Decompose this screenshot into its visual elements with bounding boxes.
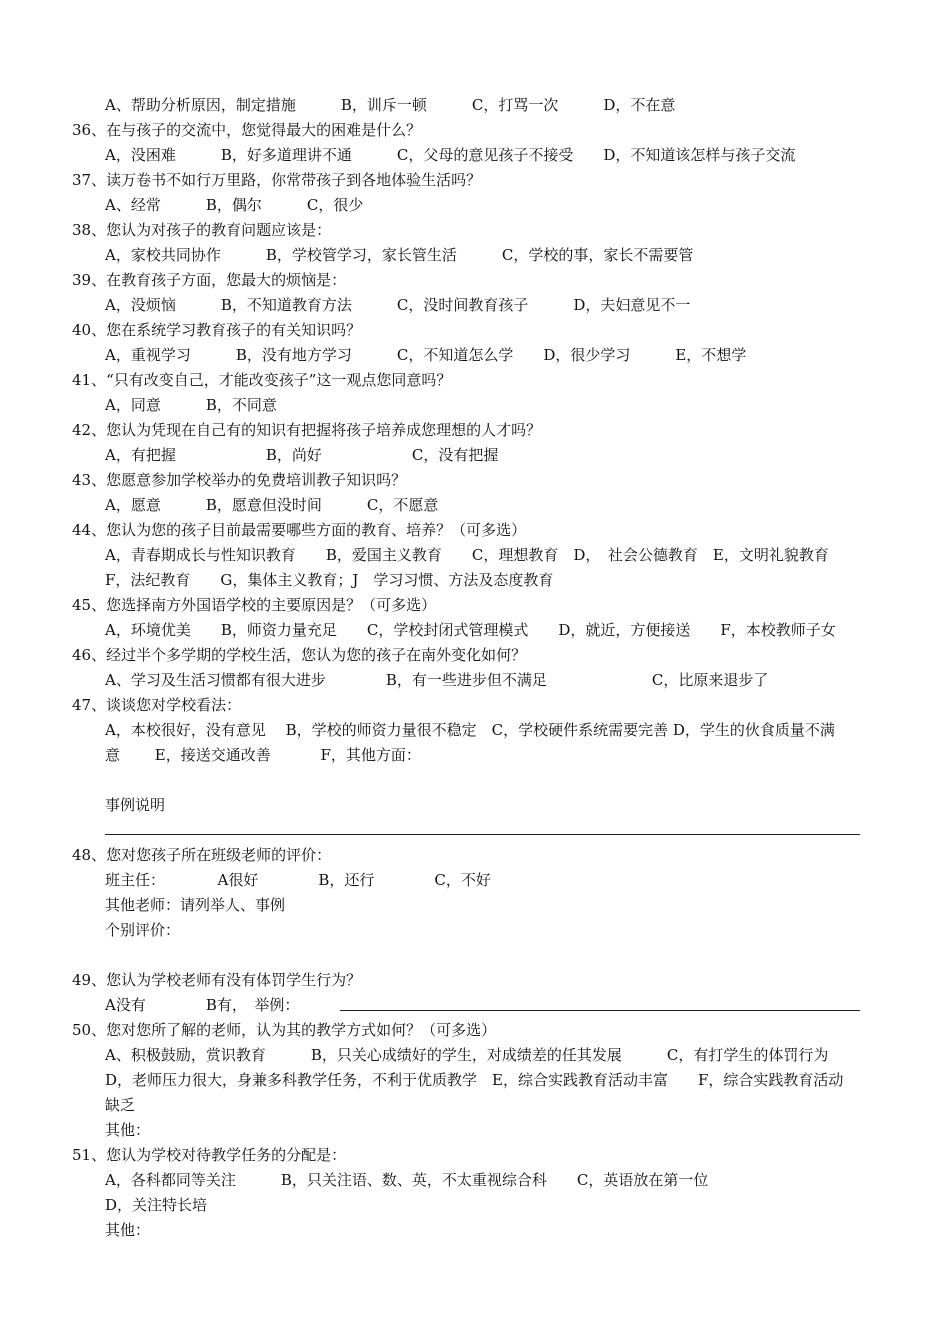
option-line: D，老师压力很大，身兼多科教学任务，不利于优质教学 E，综合实践教育活动丰富 F，综合实践教育活动	[105, 1071, 844, 1089]
question-line: 38、您认为对孩子的教育问题应该是：	[72, 221, 332, 239]
option-line: A、经常 B，偶尔 C，很少	[105, 196, 364, 214]
option-line: A、学习及生活习惯都有很大进步 B，有一些进步但不满足 C，比原来退步了	[105, 671, 769, 689]
option-line: 班主任： A很好 B，还行 C，不好	[105, 871, 491, 889]
option-line: 个别评价：	[105, 921, 181, 939]
option-line: A，本校很好，没有意见 B，学校的师资力量很不稳定 C，学校硬件系统需要完善 D，学生的伙食质量不满	[105, 721, 835, 739]
question-line: 45、您选择南方外国语学校的主要原因是？（可多选）	[72, 596, 437, 614]
question-line: 39、在教育孩子方面，您最大的烦恼是：	[72, 271, 347, 289]
question-line: 44、您认为您的孩子目前最需要哪些方面的教育、培养？（可多选）	[72, 521, 527, 539]
option-line: A，各科都同等关注 B，只关注语、数、英，不太重视综合科 C，英语放在第一位	[105, 1171, 709, 1189]
option-line: A没有 B有， 举例：	[105, 996, 300, 1014]
question-line: 51、您认为学校对待教学任务的分配是：	[72, 1146, 347, 1164]
option-line: A、帮助分析原因，制定措施 B，训斥一顿 C，打骂一次 D，不在意	[105, 96, 676, 114]
option-line: 意 E，接送交通改善 F，其他方面：	[105, 746, 421, 764]
question-line: 47、谈谈您对学校看法：	[72, 696, 242, 714]
question-line: 41、“只有改变自己，才能改变孩子”这一观点您同意吗？	[72, 371, 452, 389]
option-line: A，没烦恼 B，不知道教育方法 C，没时间教育孩子 D，夫妇意见不一	[105, 296, 691, 314]
question-line: 40、您在系统学习教育孩子的有关知识吗？	[72, 321, 362, 339]
question-line: 49、您认为学校老师有没有体罚学生行为？	[72, 971, 362, 989]
option-line: A，家校共同协作 B，学校管学习，家长管生活 C，学校的事，家长不需要管	[105, 246, 694, 264]
option-line: D，关注特长培	[105, 1196, 208, 1214]
option-line: A、积极鼓励，赏识教育 B，只关心成绩好的学生，对成绩差的任其发展 C，有打学生的体罚行为	[105, 1046, 829, 1064]
question-line: 48、您对您孩子所在班级老师的评价：	[72, 846, 332, 864]
question-line: 46、经过半个多学期的学校生活，您认为您的孩子在南外变化如何？	[72, 646, 527, 664]
option-line: 其他：	[105, 1221, 151, 1239]
option-line: 事例说明	[105, 796, 166, 814]
question-line: 50、您对您所了解的老师，认为其的教学方式如何？（可多选）	[72, 1021, 497, 1039]
option-line: A，没困难 B，好多道理讲不通 C，父母的意见孩子不接受 D，不知道该怎样与孩子交流	[105, 146, 796, 164]
option-line: A，环境优美 B，师资力量充足 C，学校封闭式管理模式 D，就近，方便接送 F，本校教师子女	[105, 621, 836, 639]
option-line: 其他：	[105, 1121, 151, 1139]
example-underline	[105, 834, 860, 835]
question-line: 42、您认为凭现在自己有的知识有把握将孩子培养成您理想的人才吗？	[72, 421, 542, 439]
option-line: A，重视学习 B，没有地方学习 C，不知道怎么学 D，很少学习 E，不想学	[105, 346, 747, 364]
question-line: 43、您愿意参加学校举办的免费培训教子知识吗？	[72, 471, 407, 489]
question-line: 37、读万卷书不如行万里路，你常带孩子到各地体验生活吗？	[72, 171, 482, 189]
option-line: A，同意 B，不同意	[105, 396, 277, 414]
option-line: A，愿意 B，愿意但没时间 C，不愿意	[105, 496, 439, 514]
option-line: F，法纪教育 G，集体主义教育；J 学习习惯、方法及态度教育	[105, 571, 554, 589]
example-answer-underline	[340, 1010, 860, 1011]
option-line: 缺乏	[105, 1096, 136, 1114]
option-line: A，青春期成长与性知识教育 B，爱国主义教育 C，理想教育 D， 社会公德教育 E，文明礼貌教育	[105, 546, 829, 564]
option-line: A，有把握 B，尚好 C，没有把握	[105, 446, 499, 464]
question-line: 36、在与孩子的交流中，您觉得最大的困难是什么？	[72, 121, 422, 139]
option-line: 其他老师：请列举人、事例	[105, 896, 286, 914]
